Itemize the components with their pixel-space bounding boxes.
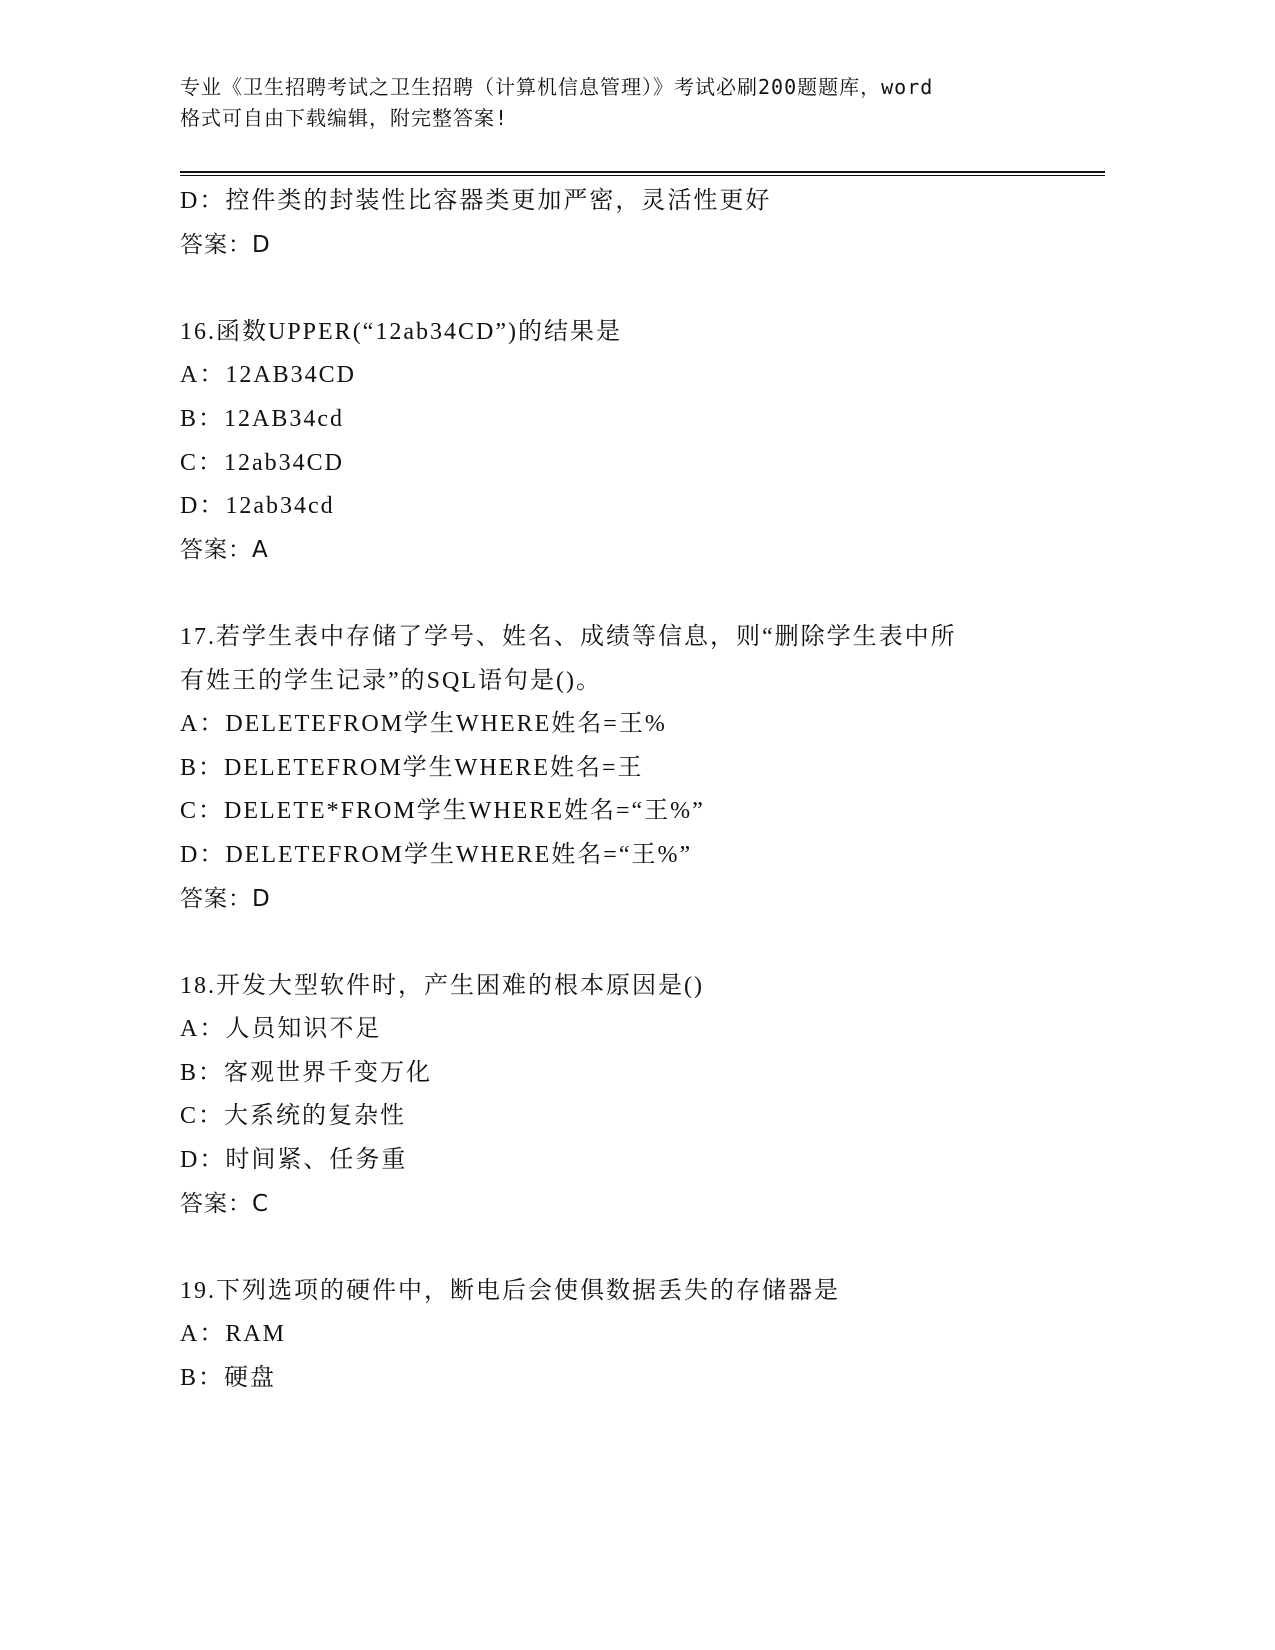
- question-option: B：12AB34cd: [180, 405, 344, 432]
- question-stem: 19.下列选项的硬件中，断电后会使俱数据丢失的存储器是: [180, 1277, 840, 1304]
- question-answer: 答案：D: [180, 231, 271, 258]
- question-option: C：12ab34CD: [180, 449, 344, 476]
- question-block: [180, 1270, 1060, 1401]
- question-option: D：时间紧、任务重: [180, 1147, 408, 1174]
- question-stem: 18.开发大型软件时，产生困难的根本原因是(): [180, 972, 704, 999]
- question-block: [180, 180, 1060, 267]
- question-option: C：大系统的复杂性: [180, 1103, 407, 1130]
- question-option: A：12AB34CD: [180, 362, 357, 389]
- question-stem: 17.若学生表中存储了学号、姓名、成绩等信息，则“删除学生表中所: [180, 623, 957, 650]
- question-answer: 答案：D: [180, 885, 271, 912]
- question-block: [180, 965, 1060, 1227]
- question-option: D：12ab34cd: [180, 493, 335, 520]
- question-option: B：硬盘: [180, 1365, 277, 1392]
- question-answer: 答案：A: [180, 536, 269, 563]
- question-option: A：人员知识不足: [180, 1016, 382, 1043]
- question-option: D：DELETEFROM学生WHERE姓名=“王%”: [180, 841, 693, 868]
- question-option: B：DELETEFROM学生WHERE姓名=王: [180, 754, 644, 781]
- question-answer: 答案：C: [180, 1190, 270, 1217]
- document-header: [180, 72, 1060, 134]
- question-option: A：RAM: [180, 1321, 287, 1348]
- question-option: C：DELETE*FROM学生WHERE姓名=“王%”: [180, 798, 705, 825]
- question-stem: 16.函数UPPER(“12ab34CD”)的结果是: [180, 318, 622, 345]
- question-block: [180, 616, 1060, 921]
- header-line-2: 格式可自由下载编辑，附完整答案!: [180, 106, 509, 130]
- header-divider: [180, 171, 1105, 176]
- question-option: D：控件类的封装性比容器类更加严密，灵活性更好: [180, 188, 772, 214]
- question-option: A：DELETEFROM学生WHERE姓名=王%: [180, 711, 667, 738]
- header-line-1: 专业《卫生招聘考试之卫生招聘（计算机信息管理）》考试必刷200题题库，word: [180, 75, 934, 99]
- question-list: [180, 180, 1060, 1444]
- question-option: B：客观世界千变万化: [180, 1059, 433, 1086]
- question-stem: 有姓王的学生记录”的SQL语句是()。: [180, 667, 602, 694]
- question-block: [180, 311, 1060, 573]
